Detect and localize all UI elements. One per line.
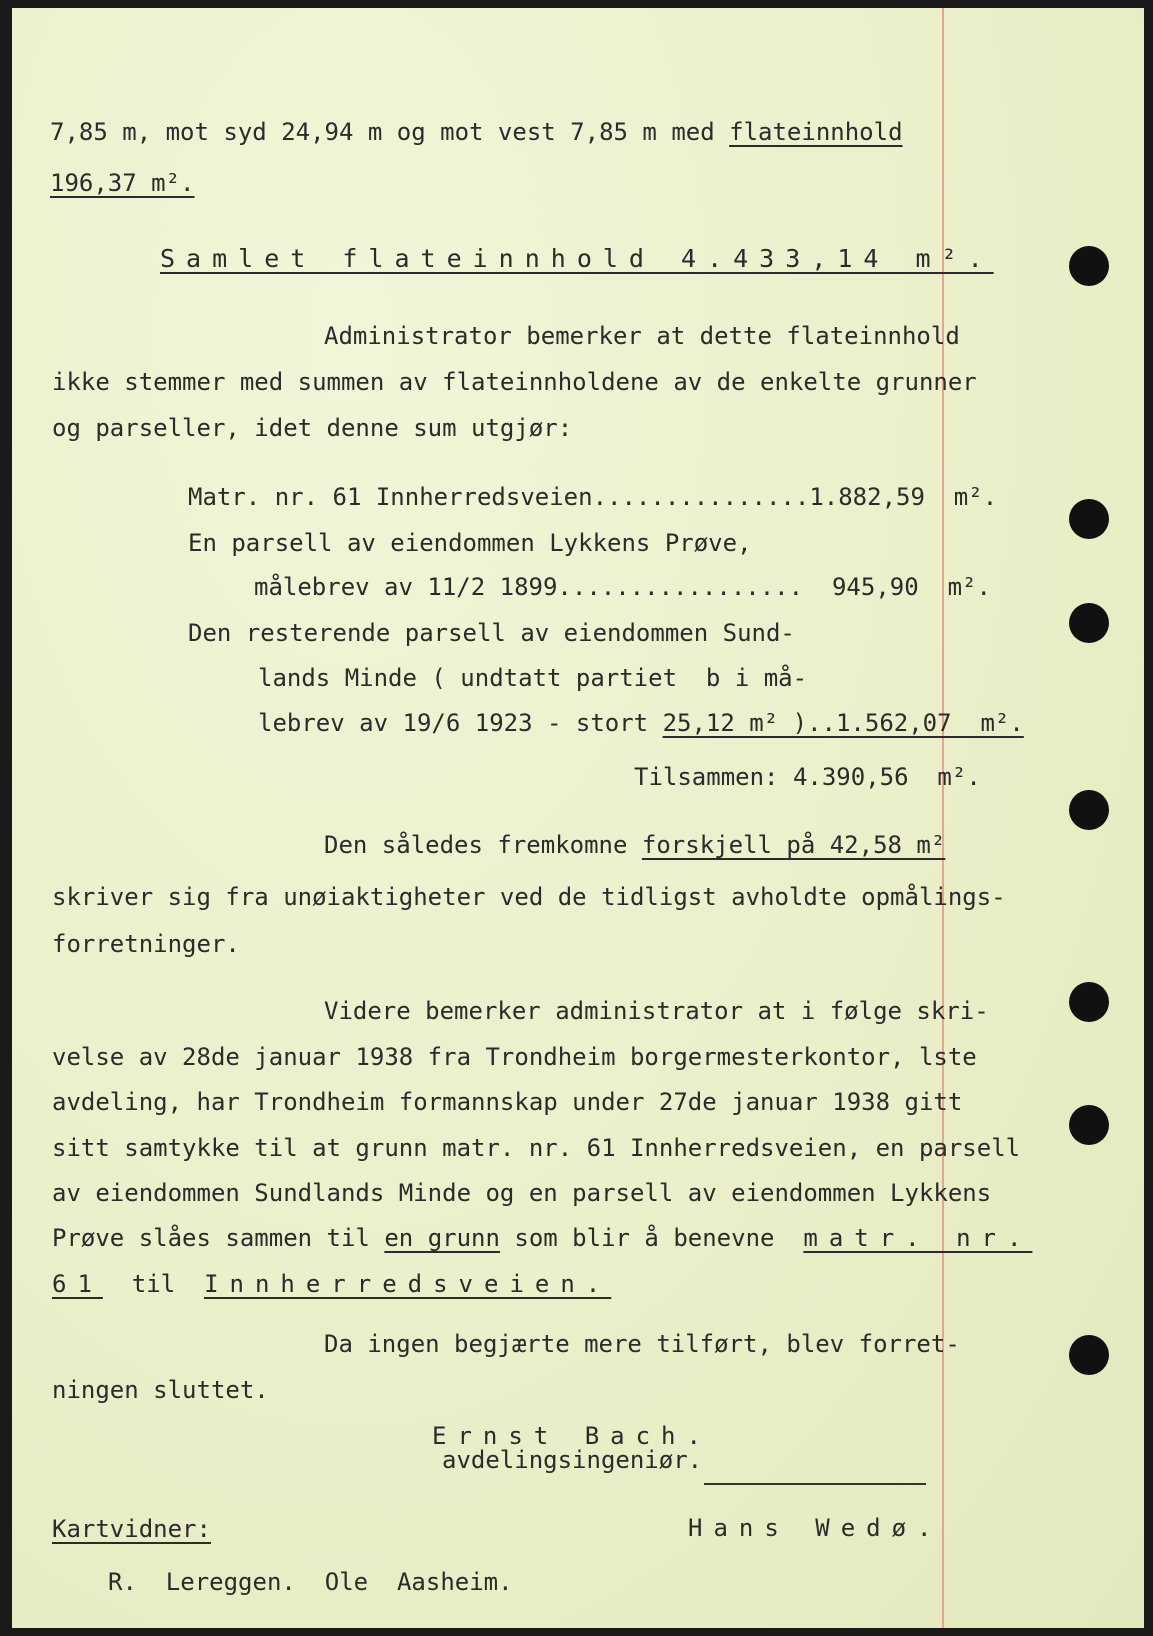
paragraph-line: ningen sluttet. [52, 1376, 269, 1404]
paragraph-line: sitt samtykke til at grunn matr. nr. 61 Innherredsveien, en parsell [52, 1134, 1021, 1162]
list-item: lebrev av 19/6 1923 - stort 25,12 m² )..1.562,07 m². [258, 709, 1024, 737]
list-item: Matr. nr. 61 Innherredsveien...............1.882,59 m². [188, 483, 998, 511]
paragraph-line: 61 til Innherredsveien. [52, 1270, 612, 1298]
paragraph-line: skriver sig fra unøiaktigheter ved de tidligst avholdte opmålings- [52, 883, 1006, 911]
paragraph-line: Administrator bemerker at dette flateinnhold [324, 322, 960, 350]
paragraph-line: Prøve slåes sammen til en grunn som blir å benevne matr. nr. [52, 1224, 1033, 1252]
paragraph-line: Den således fremkomne forskjell på 42,58 m² [324, 831, 946, 859]
sum-line: Tilsammen: 4.390,56 m². [634, 763, 981, 791]
witness-names: R. Lereggen. Ole Aasheim. [108, 1568, 513, 1596]
paragraph-line: avdeling, har Trondheim formannskap under 27de januar 1938 gitt [52, 1088, 963, 1116]
paragraph-line: og parseller, idet denne sum utgjør: [52, 414, 573, 442]
paragraph-line: Videre bemerker administrator at i følge skri- [324, 997, 989, 1025]
punch-hole [1069, 246, 1109, 286]
signature-role: avdelingsingeniør. [442, 1446, 703, 1474]
paragraph-line: ikke stemmer med summen av flateinnholdene av de enkelte grunner [52, 368, 977, 396]
list-item: Den resterende parsell av eiendommen Sund- [188, 619, 795, 647]
witness-label: Kartvidner: [52, 1515, 211, 1543]
paragraph-line: velse av 28de januar 1938 fra Trondheim borgermesterkontor, lste [52, 1043, 977, 1071]
paragraph-line: forretninger. [52, 930, 240, 958]
signature-name: Hans Wedø. [688, 1514, 943, 1542]
punch-hole [1069, 790, 1109, 830]
punch-hole [1069, 603, 1109, 643]
total-area-heading: Samlet flateinnhold 4.433,14 m². [160, 244, 994, 273]
list-item: lands Minde ( undtatt partiet b i må- [258, 664, 808, 692]
signature-name: Ernst Bach. [432, 1422, 712, 1450]
text-line: 196,37 m². [50, 169, 195, 197]
list-item: målebrev av 11/2 1899................. 945,90 m². [254, 573, 991, 601]
paragraph-line: av eiendommen Sundlands Minde og en parsell av eiendommen Lykkens [52, 1179, 992, 1207]
punch-hole [1069, 982, 1109, 1022]
signature-rule [704, 1483, 926, 1485]
list-item: En parsell av eiendommen Lykkens Prøve, [188, 529, 752, 557]
text-line: 7,85 m, mot syd 24,94 m og mot vest 7,85 m med flateinnhold [50, 118, 903, 146]
paragraph-line: Da ingen begjærte mere tilført, blev forret- [324, 1330, 960, 1358]
punch-hole [1069, 1335, 1109, 1375]
document-page [12, 8, 1144, 1628]
punch-hole [1069, 499, 1109, 539]
punch-hole [1069, 1105, 1109, 1145]
